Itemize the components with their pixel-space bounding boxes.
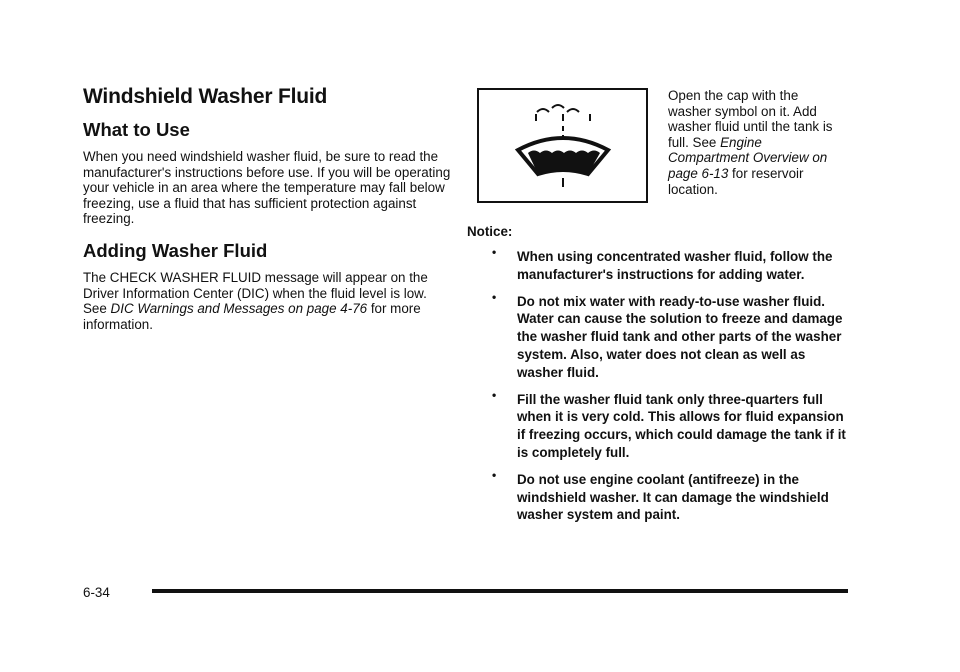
bullet-icon: • bbox=[492, 387, 497, 402]
washer-symbol-figure bbox=[477, 88, 648, 203]
caption-text-end: for reservoir location. bbox=[668, 165, 804, 197]
footer-divider bbox=[152, 589, 848, 593]
left-column bbox=[83, 84, 453, 332]
what-to-use-heading: What to Use bbox=[83, 119, 190, 140]
bullet-icon: • bbox=[492, 245, 497, 259]
notice-item-text: Do not mix water with ready-to-use washer fluid. Water can cause the solution to freeze and damage the washer fluid tank and other parts of the washer system. Also, water does not clean as well as washer fluid. bbox=[517, 293, 843, 380]
page-title: Windshield Washer Fluid bbox=[83, 85, 328, 108]
caption-text-start: Open the cap with the washer symbol on it. Add washer fluid until the tank is full. See bbox=[668, 88, 833, 150]
engine-compartment-link[interactable]: Engine Compartment Overview on page 6-13 bbox=[668, 134, 828, 181]
notice-item-text: Fill the washer fluid tank only three-quarters full when it is very cold. This allows for fluid expansion if freezing occurs, which could damage the tank if it is completely full. bbox=[517, 391, 846, 460]
what-to-use-paragraph: When you need windshield washer fluid, be sure to read the manufacturer's instructions before use. If you will be operating your vehicle in an area where the temperature may fall below freezing, use a fluid that has sufficient protection against freezing. bbox=[83, 149, 451, 227]
list-item bbox=[489, 467, 849, 524]
symbol-caption bbox=[668, 88, 843, 197]
adding-text-end: for more information. bbox=[83, 301, 421, 332]
list-item bbox=[489, 289, 849, 382]
notice-item-text: Do not use engine coolant (antifreeze) in the windshield washer. It can damage the windshield washer system and paint. bbox=[517, 471, 829, 523]
adding-text-start: The CHECK WASHER FLUID message will appear on the Driver Information Center (DIC) when the fluid level is low. See bbox=[83, 269, 428, 317]
adding-washer-fluid-heading: Adding Washer Fluid bbox=[83, 239, 268, 261]
bullet-icon: • bbox=[492, 467, 497, 482]
list-item bbox=[489, 387, 849, 462]
notice-item-text: When using concentrated washer fluid, follow the manufacturer's instructions for adding water. bbox=[517, 249, 833, 282]
notice-label: Notice: bbox=[467, 224, 513, 239]
adding-washer-fluid-paragraph bbox=[83, 270, 453, 332]
list-item bbox=[489, 245, 849, 284]
page-number: 6-34 bbox=[83, 585, 110, 600]
notice-list bbox=[489, 245, 849, 533]
dic-warnings-link[interactable]: DIC Warnings and Messages on page 4-76 bbox=[110, 301, 368, 317]
bullet-icon: • bbox=[492, 289, 497, 304]
washer-fluid-symbol-icon bbox=[479, 90, 646, 201]
